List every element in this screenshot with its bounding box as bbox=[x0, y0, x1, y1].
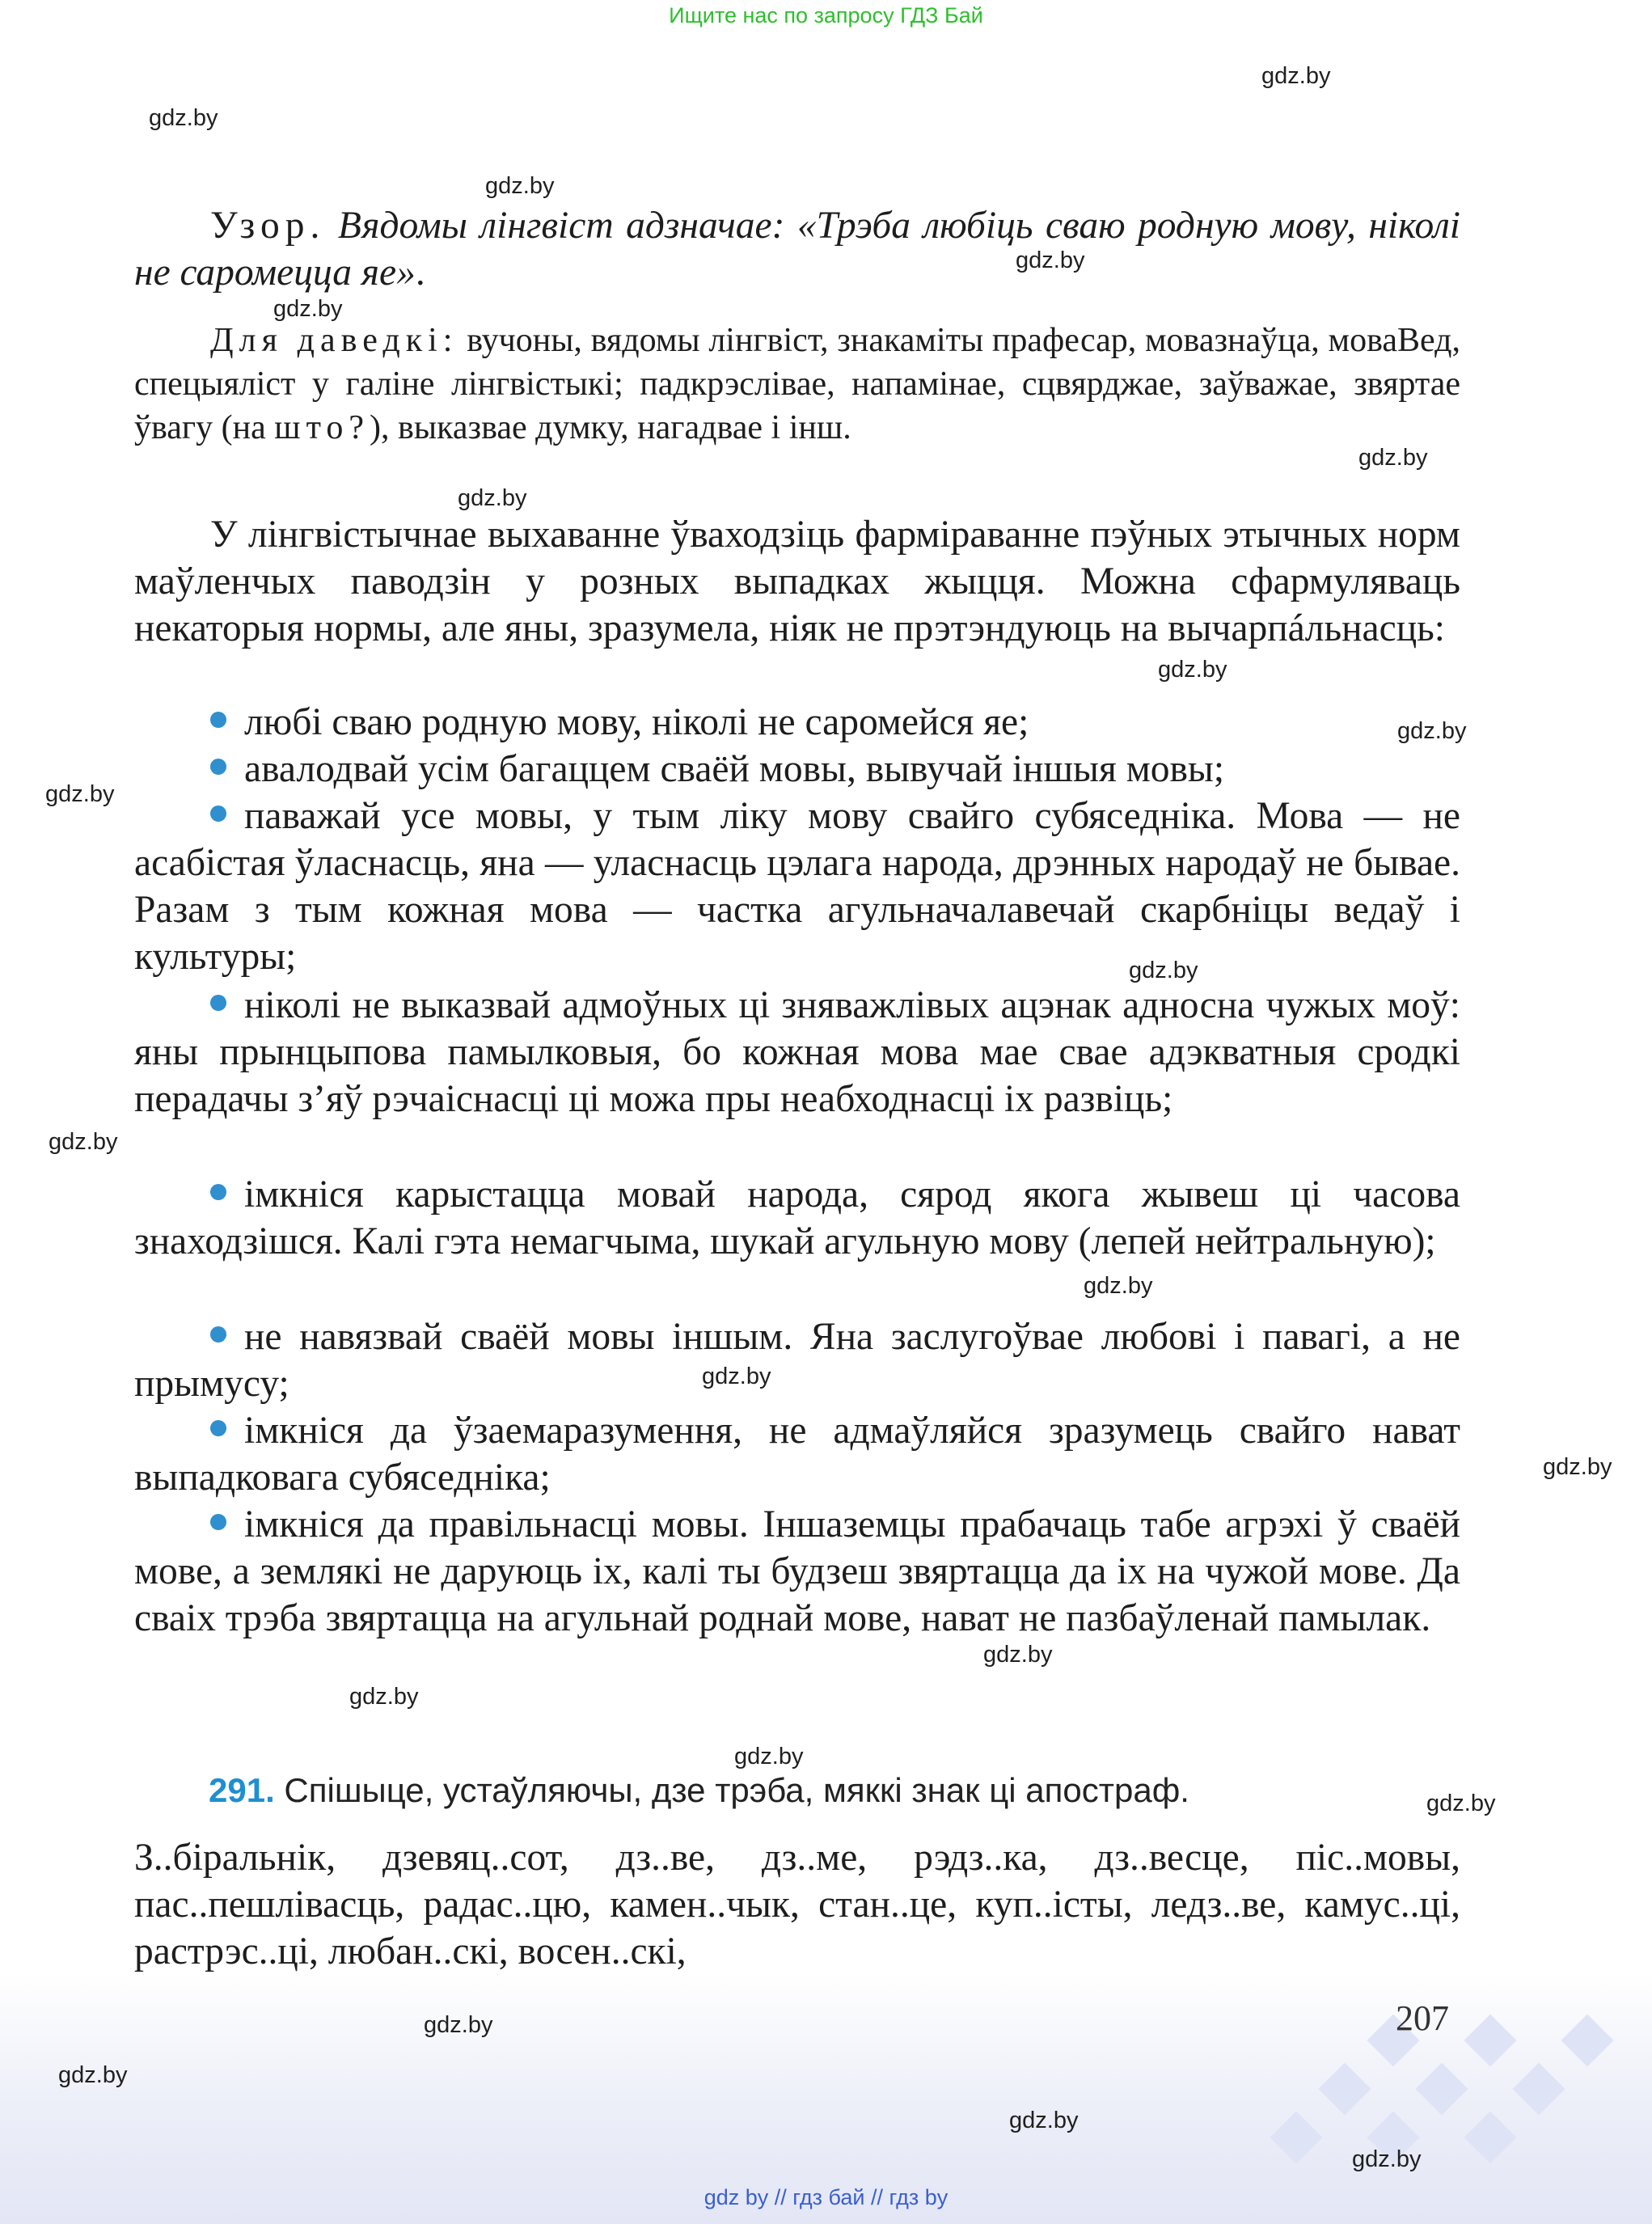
bullet-item: імкніся да ўзаемаразумення, не адмаўляйся зразумець свайго нават выпадковага субяседніка; bbox=[134, 1410, 1460, 1499]
watermark: gdz.by bbox=[1261, 63, 1331, 89]
watermark: gdz.by bbox=[149, 105, 218, 131]
bullet-icon bbox=[210, 1514, 226, 1530]
bullet-item: імкніся да правільнасці мовы. Іншаземцы прабачаць табе агрэхі ў сваёй мове, а землякі не даруюць іх, калі ты будзеш звяртацца да іх на чужой мове. Да сваіх трэба звяртацца на агульнай роднай мове, нават не пазбаўленай памылак. bbox=[134, 1503, 1460, 1639]
watermark: gdz.by bbox=[58, 2062, 128, 2088]
bullet-item: любі сваю родную мову, ніколі не саромейся яе; bbox=[134, 699, 1460, 746]
watermark: gdz.by bbox=[1543, 1454, 1612, 1480]
bullet-icon bbox=[210, 805, 226, 822]
bullet-icon bbox=[210, 759, 226, 775]
uzor-quote: Вядомы лінгвіст адзначае: «Трэба любіць сваю родную мову, ніколі не саромецца яе» bbox=[134, 205, 1460, 294]
exercise-instruction: Спішыце, устаўляючы, дзе трэба, мяккі знак ці апостраф. bbox=[284, 1771, 1189, 1809]
intro-paragraph: У лінгвістычнае выхаванне ўваходзіць фарміраванне пэўных этычных норм маўленчых паводзін у розных выпадках жыцця. Можна сфармуляваць некаторыя нормы, але яны, зразумела, ніяк не прэтэндуюць на вычарпáльнасць: bbox=[134, 514, 1460, 649]
uzor-end: . bbox=[415, 252, 425, 294]
bullet-icon bbox=[210, 1184, 226, 1200]
watermark: gdz.by bbox=[1016, 247, 1085, 273]
reference-label: Для даведкі: bbox=[210, 322, 458, 359]
bullet-item: не навязвай сваёй мовы іншым. Яна заслугоўвае любові і павагі, а не прымусу; bbox=[134, 1316, 1460, 1405]
reference-question: што? bbox=[274, 409, 370, 446]
watermark: gdz.by bbox=[1129, 958, 1198, 983]
watermark: gdz.by bbox=[458, 485, 527, 511]
bullet-icon bbox=[210, 712, 226, 728]
watermark: gdz.by bbox=[273, 296, 343, 322]
bullet-icon bbox=[210, 1420, 226, 1436]
watermark: gdz.by bbox=[45, 781, 115, 807]
footer-links[interactable]: gdz by // гдз бай // гдз by bbox=[703, 2185, 949, 2209]
watermark: gdz.by bbox=[702, 1364, 771, 1389]
bullet-item: авалодвай усім багаццем сваёй мовы, вывучай іншыя мовы; bbox=[134, 746, 1460, 793]
watermark: gdz.by bbox=[734, 1744, 804, 1769]
header-note[interactable]: Ищите нас по запросу ГДЗ Бай bbox=[669, 3, 983, 27]
watermark: gdz.by bbox=[1009, 2108, 1079, 2133]
page-number: 207 bbox=[1396, 1998, 1449, 2038]
exercise-number: 291. bbox=[209, 1771, 275, 1809]
bullet-item: паважай усе мовы, у тым ліку мову свайго субяседніка. Мова — не асабістая ўласнасць, яна — уласнасць цэлага народа, дрэнных народаў не бывае. Разам з тым кожная мова — частка агульначалавечай скарбніцы ведаў і культуры; bbox=[134, 795, 1460, 978]
uzor-paragraph bbox=[134, 202, 1460, 296]
watermark: gdz.by bbox=[983, 1642, 1053, 1668]
bullet-item: імкніся карыстацца мовай народа, сярод якога жывеш ці часова знаходзішся. Калі гэта немагчыма, шукай агульную мову (лепей нейтральную); bbox=[134, 1173, 1460, 1262]
uzor-label: Узор. bbox=[210, 205, 326, 247]
watermark: gdz.by bbox=[1358, 445, 1428, 471]
watermark: gdz.by bbox=[1426, 1791, 1496, 1816]
bullet-icon bbox=[210, 1326, 226, 1342]
watermark: gdz.by bbox=[1397, 718, 1467, 744]
exercise-text: З..біральнік, дзевяц..сот, дз..ве, дз..ме, рэдз..ка, дз..весце, піс..мовы, пас..пешлівасць, радас..цю, камен..чык, стан..це, куп..істы, ледз..ве, камус..ці, растрэс..ці, любан..скі, восен..скі, bbox=[134, 1837, 1460, 1972]
watermark: gdz.by bbox=[49, 1129, 118, 1155]
watermark: gdz.by bbox=[485, 173, 555, 199]
bullet-item: ніколі не выказвай адмоўных ці зняважлівых ацэнак адносна чужых моў: яны прынцыпова памылковыя, бо кожная мова мае свае адэкватныя сродкі перадачы з’яў рэчаіснасці ці можа пры неабходнасці іх развіць; bbox=[134, 984, 1460, 1120]
reference-paragraph bbox=[134, 319, 1460, 450]
exercise-header bbox=[209, 1771, 1189, 1810]
watermark: gdz.by bbox=[349, 1684, 419, 1710]
reference-tail: ), выказвае думку, нагадвае і інш. bbox=[370, 409, 851, 446]
watermark: gdz.by bbox=[1084, 1273, 1153, 1299]
watermark: gdz.by bbox=[1158, 657, 1227, 683]
watermark: gdz.by bbox=[1352, 2146, 1422, 2172]
watermark: gdz.by bbox=[424, 2012, 493, 2038]
reference-text: вучоны, вядомы лінгвіст, знакаміты прафесар, мовазнаўца, моваВед, спецыяліст у галіне лінгвістыкі; падкрэслівае, напамінае, сцвярджае, заўважае, звяртае ўвагу (на bbox=[134, 322, 1460, 446]
bullet-icon bbox=[210, 995, 226, 1011]
